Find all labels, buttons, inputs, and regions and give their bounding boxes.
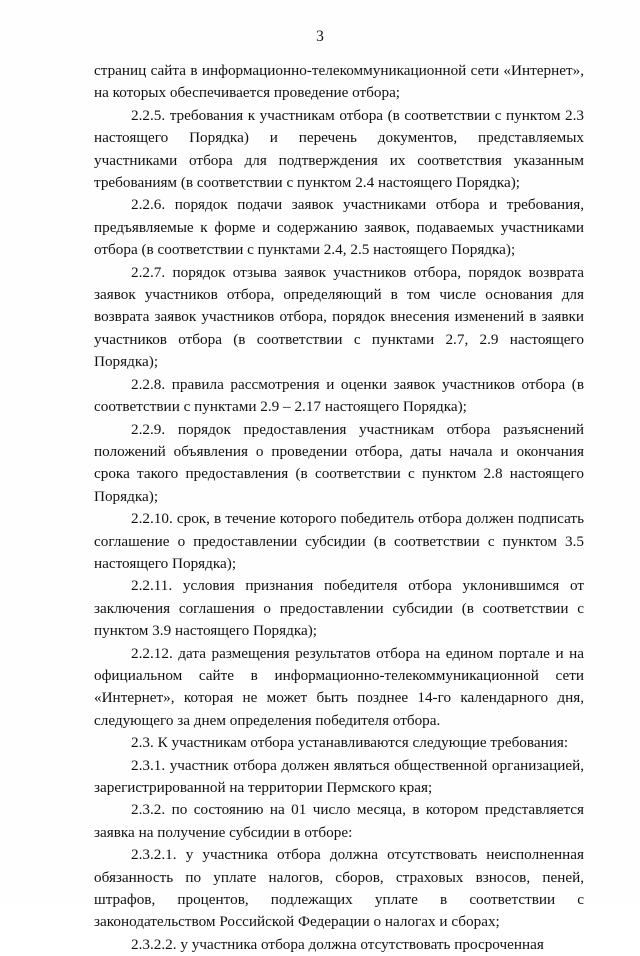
paragraph: 2.2.11. условия признания победителя отбора уклонившимся от заключения соглашения о предоставлении субсидии (в соответствии с пунктом 3.9 настоящего Порядка);	[94, 577, 584, 640]
page-number: 3	[316, 28, 324, 45]
paragraph: 2.2.6. порядок подачи заявок участниками отбора и требования, предъявляемые к форме и содержанию заявок, подаваемых участниками отбора (в соответствии с пунктами 2.4, 2.5 настоящего Порядка);	[94, 196, 584, 259]
document-body	[94, 60, 584, 956]
paragraph: 2.2.12. дата размещения результатов отбора на едином портале и на официальном сайте в информационно-телекоммуникационной сети «Интернет», которая не может быть позднее 14-го календарного дня, следующего за днем определения победителя отбора.	[94, 644, 584, 729]
paragraph: 2.3.2.1. у участника отбора должна отсутствовать неисполненная обязанность по уплате налогов, сборов, страховых взносов, пеней, штрафов, процентов, подлежащих уплате в соответствии с законодательством Российской Федерации о налогах и сборах;	[94, 846, 584, 931]
paragraph: 2.3.1. участник отбора должен являться общественной организацией, зарегистрированной на территории Пермского края;	[94, 756, 584, 796]
paragraph: 2.2.9. порядок предоставления участникам отбора разъяснений положений объявления о проведении отбора, даты начала и окончания срока такого предоставления (в соответствии с пунктом 2.8 настоящего Порядка);	[94, 420, 584, 505]
paragraph: 2.2.7. порядок отзыва заявок участников отбора, порядок возврата заявок участников отбора, определяющий в том числе основания для возврата заявок участников отбора, порядок внесения изменений в заявки участников отбора (в соответствии с пунктами 2.7, 2.9 настоящего Порядка);	[94, 263, 584, 371]
paragraph: 2.2.5. требования к участникам отбора (в соответствии с пунктом 2.3 настоящего Порядка) и перечень документов, представляемых участниками отбора для подтверждения их соответствия указанным требованиям (в соответствии с пунктом 2.4 настоящего Порядка);	[94, 106, 584, 192]
paragraph: 2.3. К участникам отбора устанавливаются следующие требования:	[131, 734, 569, 752]
paragraph: страниц сайта в информационно-телекоммуникационной сети «Интернет», на которых обеспечивается проведение отбора;	[94, 62, 584, 102]
paragraph: 2.2.10. срок, в течение которого победитель отбора должен подписать соглашение о предоставлении субсидии (в соответствии с пунктом 3.5 настоящего Порядка);	[94, 510, 584, 572]
paragraph: 2.3.2.2. у участника отбора должна отсутствовать просроченная	[131, 935, 544, 953]
paragraph: 2.2.8. правила рассмотрения и оценки заявок участников отбора (в соответствии с пунктами 2.9 – 2.17 настоящего Порядка);	[94, 375, 584, 416]
paragraph: 2.3.2. по состоянию на 01 число месяца, в котором представляется заявка на получение субсидии в отборе:	[94, 801, 584, 841]
